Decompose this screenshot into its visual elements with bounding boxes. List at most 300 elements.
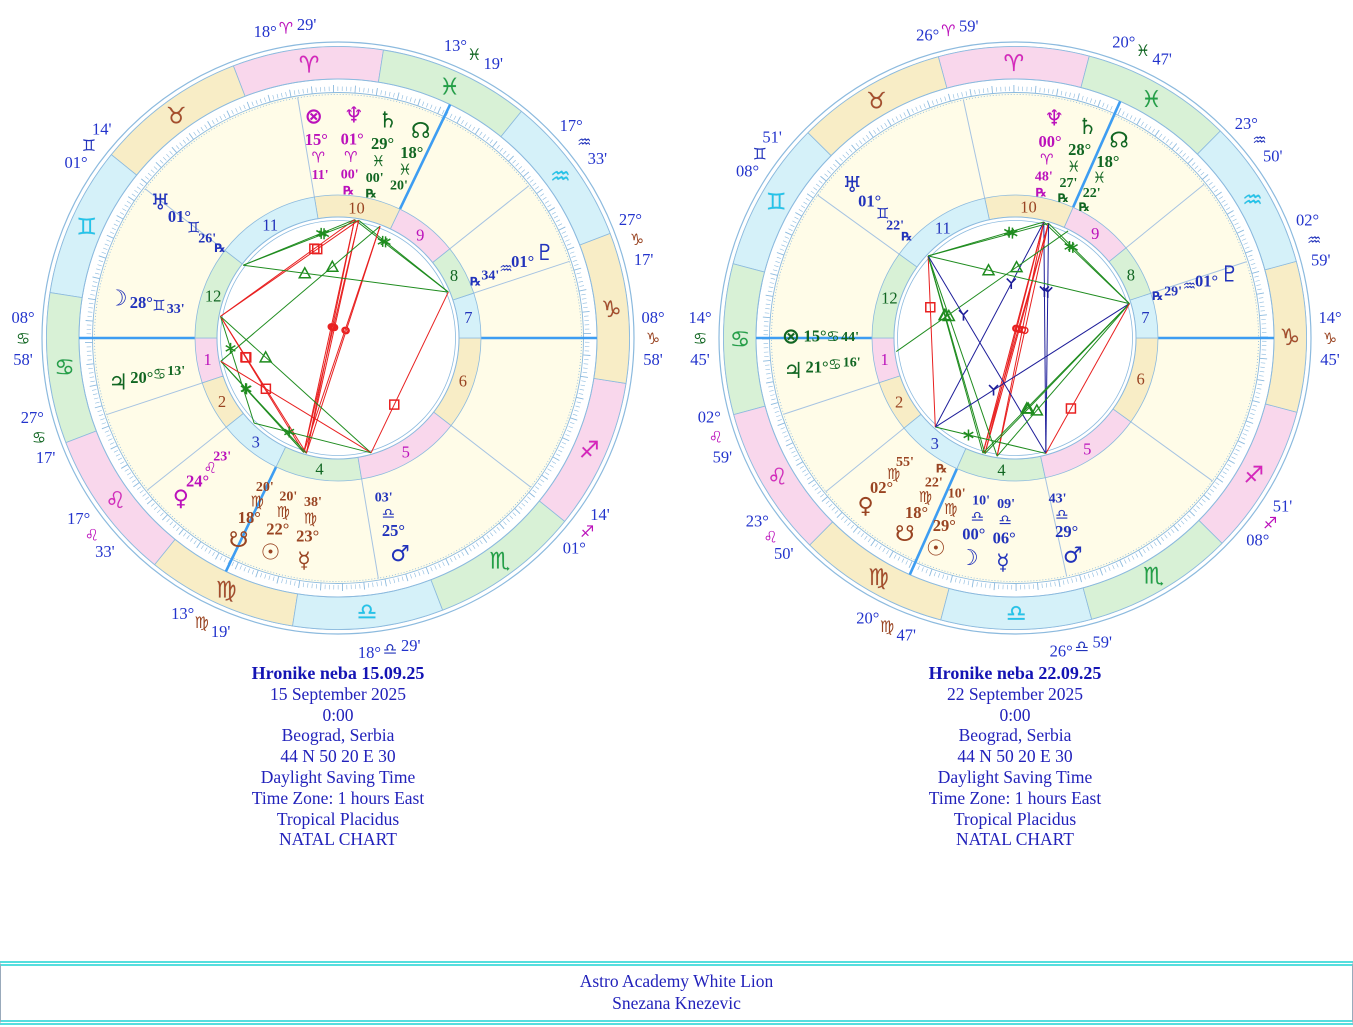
degree-tick: [1259, 302, 1263, 303]
degree-tick: [558, 224, 562, 226]
degree-tick: [562, 438, 569, 441]
degree-tick: [160, 513, 163, 516]
planet-venus-minutes: 23': [213, 449, 232, 465]
degree-tick: [500, 148, 503, 151]
degree-tick: [565, 434, 569, 436]
degree-tick: [506, 154, 509, 157]
degree-tick: [535, 187, 539, 190]
degree-tick: [1234, 453, 1238, 455]
degree-tick: [93, 282, 97, 283]
degree-tick: [141, 179, 147, 184]
degree-tick: [1124, 560, 1126, 564]
planet-venus-degree: 02°: [870, 478, 894, 498]
degree-tick: [1202, 499, 1205, 502]
scorpio-sign-icon: ♏: [489, 548, 511, 575]
planet-mars-sign-icon: ♎: [1055, 505, 1069, 524]
house-5-cusp-degree: 18°: [357, 643, 381, 660]
degree-tick: [968, 581, 969, 585]
degree-tick: [93, 394, 97, 395]
degree-tick: [1109, 567, 1111, 571]
degree-tick: [1236, 449, 1240, 451]
degree-tick: [410, 97, 411, 101]
house-number-10: 10: [348, 198, 365, 218]
planet-mercury-degree: 06°: [992, 528, 1016, 548]
degree-tick: [439, 564, 441, 568]
degree-tick: [530, 180, 533, 183]
degree-tick: [160, 160, 163, 163]
degree-tick: [1048, 89, 1049, 93]
degree-tick: [418, 99, 420, 106]
planet-venus-sign-icon: ♌: [203, 459, 217, 478]
degree-tick: [538, 483, 542, 486]
house-7-cusp-minutes: 45': [1320, 350, 1340, 369]
degree-tick: [294, 581, 295, 585]
degree-tick: [92, 389, 96, 390]
house-3-cusp-sign-icon: ♌: [84, 525, 99, 545]
degree-tick: [224, 114, 226, 118]
degree-tick: [807, 477, 811, 480]
planet-uranus-sign-icon: ♊: [186, 218, 201, 237]
degree-tick: [90, 381, 94, 382]
footer-banner: [0, 961, 1353, 1025]
degree-tick: [770, 274, 777, 276]
degree-tick: [172, 147, 177, 153]
degree-tick: [796, 459, 800, 461]
degree-tick: [574, 264, 578, 265]
degree-tick: [385, 579, 386, 586]
degree-tick: [91, 290, 95, 291]
house-number-5: 5: [401, 442, 410, 462]
degree-tick: [137, 487, 141, 490]
house-2-cusp-degree: 02°: [697, 407, 721, 427]
degree-tick: [768, 291, 772, 292]
planet-mercury-degree: 23°: [296, 526, 320, 546]
degree-tick: [1128, 558, 1130, 562]
degree-tick: [805, 473, 809, 475]
degree-tick: [813, 188, 817, 191]
planet-north-node-sign-icon: ♓: [1092, 168, 1107, 187]
planet-saturn-sign-icon: ♓: [371, 152, 386, 171]
degree-tick: [1201, 172, 1204, 175]
house-9-cusp-minutes: 50': [1263, 146, 1283, 166]
degree-tick: [811, 191, 815, 194]
chart1-chart-type: NATAL CHART: [279, 829, 397, 850]
degree-tick: [513, 513, 516, 516]
degree-tick: [791, 451, 795, 453]
degree-tick: [1202, 175, 1208, 180]
planet-south-node-degree: 18°: [237, 508, 261, 528]
house-12-cusp-degree: 08°: [735, 161, 760, 181]
degree-tick: [1141, 122, 1143, 126]
house-2-cusp-minutes: 59': [712, 447, 733, 467]
chart2-coordinates: 44 N 50 20 E 30: [957, 746, 1073, 767]
degree-tick: [822, 497, 828, 502]
degree-tick: [945, 97, 946, 101]
degree-tick: [127, 201, 131, 203]
planet-north-node-degree: 18°: [1096, 151, 1120, 171]
degree-tick: [1237, 445, 1241, 447]
degree-tick: [1246, 426, 1250, 428]
degree-tick: [1260, 306, 1264, 307]
house-12-cusp-degree: 01°: [64, 152, 88, 172]
degree-tick: [1244, 243, 1248, 245]
planet-north-node-sign-icon: ♓: [398, 160, 412, 179]
degree-tick: [1176, 147, 1179, 150]
degree-tick: [140, 490, 144, 493]
gemini-sign-icon: ♊: [765, 189, 787, 216]
degree-tick: [422, 102, 424, 106]
degree-tick: [88, 368, 92, 369]
degree-tick: [372, 89, 373, 93]
degree-tick: [473, 545, 475, 549]
degree-tick: [450, 114, 452, 118]
degree-tick: [1174, 525, 1179, 531]
house-number-6: 6: [458, 371, 468, 391]
degree-tick: [858, 531, 861, 535]
natal-chart-wheel-2: [677, 0, 1353, 660]
degree-tick: [886, 550, 888, 554]
virgo-sign-icon: ♍: [868, 564, 889, 591]
house-10-cusp-minutes: 47': [1152, 49, 1172, 69]
degree-tick: [110, 443, 114, 445]
degree-tick: [792, 221, 796, 223]
degree-tick: [774, 407, 778, 408]
degree-tick: [125, 205, 129, 207]
degree-tick: [145, 497, 148, 500]
planet-sun-minutes: 10': [947, 486, 966, 502]
degree-tick: [583, 368, 587, 369]
virgo-sign-icon: ♍: [215, 577, 237, 604]
house-10-cusp-sign-icon: ♓: [467, 45, 482, 65]
degree-tick: [1215, 482, 1219, 485]
house-number-4: 4: [997, 460, 1006, 480]
degree-tick: [1223, 472, 1227, 474]
house-number-4: 4: [315, 459, 324, 479]
degree-tick: [277, 576, 279, 583]
degree-tick: [503, 521, 506, 524]
degree-tick: [1252, 271, 1259, 273]
degree-tick: [574, 410, 578, 411]
degree-tick: [1126, 113, 1128, 117]
planet-mercury-icon: ☿: [297, 548, 311, 574]
degree-tick: [1161, 537, 1164, 541]
degree-tick: [515, 508, 520, 513]
degree-tick: [307, 583, 308, 587]
degree-tick: [552, 461, 556, 463]
degree-tick: [97, 265, 101, 266]
planet-fortuna-degree: 15°: [803, 326, 827, 346]
degree-tick: [1183, 153, 1186, 156]
degree-tick: [795, 212, 802, 216]
house-7-cusp-degree: 08°: [641, 308, 665, 327]
chart2-date: 22 September 2025: [946, 683, 1084, 704]
degree-tick: [1035, 86, 1036, 93]
degree-tick: [548, 208, 554, 212]
degree-tick: [1155, 130, 1159, 136]
degree-tick: [377, 582, 378, 586]
planet-south-node-minutes: 22': [924, 475, 943, 491]
degree-tick: [273, 95, 274, 99]
degree-tick: [824, 174, 827, 177]
degree-tick: [1192, 163, 1195, 166]
degree-tick: [157, 510, 160, 513]
chart1-coordinates: 44 N 50 20 E 30: [280, 746, 396, 767]
planet-mars-minutes: 03': [374, 490, 393, 506]
degree-tick: [190, 538, 193, 542]
planet-south-node-sign-icon: ♍: [918, 487, 933, 506]
degree-tick: [492, 141, 497, 147]
degree-tick: [487, 137, 490, 141]
taurus-sign-icon: ♉: [866, 88, 887, 115]
planet-jupiter-minutes: 13': [167, 364, 186, 380]
degree-tick: [789, 447, 793, 449]
degree-tick: [134, 190, 138, 193]
planet-mercury-minutes: 38': [304, 495, 322, 511]
degree-tick: [179, 529, 184, 535]
degree-tick: [513, 160, 516, 163]
degree-tick: [802, 470, 806, 472]
degree-tick: [570, 252, 574, 254]
degree-tick: [875, 543, 878, 547]
degree-tick: [1255, 280, 1259, 281]
degree-tick: [469, 125, 471, 129]
degree-tick: [125, 469, 129, 471]
chart1-time: 0:00: [322, 704, 354, 725]
planet-mars-icon: ♂: [1062, 543, 1083, 569]
house-number-8: 8: [1126, 265, 1135, 285]
degree-tick: [559, 227, 566, 230]
planet-south-node-icon: ☋: [228, 527, 249, 553]
chart2-chart-type: NATAL CHART: [956, 829, 1074, 850]
degree-tick: [816, 184, 820, 187]
degree-tick: [368, 583, 369, 587]
degree-tick: [434, 106, 436, 110]
degree-tick: [1231, 215, 1235, 217]
degree-tick: [402, 95, 403, 99]
degree-tick: [851, 525, 854, 528]
house-1-cusp-minutes: 58': [13, 350, 33, 369]
degree-tick: [558, 450, 562, 452]
degree-tick: [527, 176, 530, 179]
house-5-cusp-sign-icon: ♎: [1074, 636, 1089, 656]
degree-tick: [183, 533, 186, 537]
degree-tick: [130, 476, 134, 479]
chart2-house-system: Tropical Placidus: [953, 808, 1077, 829]
degree-tick: [938, 573, 939, 577]
degree-tick: [1252, 409, 1256, 410]
degree-tick: [1217, 478, 1223, 482]
planet-mars-sign-icon: ♎: [381, 504, 396, 523]
degree-tick: [943, 575, 944, 579]
house-7-cusp-sign-icon: ♑: [1322, 329, 1338, 348]
degree-tick: [922, 567, 924, 571]
degree-tick: [1186, 156, 1189, 159]
natal-chart-wheel-1: [0, 0, 676, 660]
house-5-cusp-minutes: 59': [1092, 632, 1113, 652]
planet-moon-sign-icon: ♎: [970, 507, 985, 526]
degree-tick: [398, 578, 399, 582]
degree-tick: [240, 565, 242, 569]
house-5-cusp-sign-icon: ♎: [382, 639, 398, 659]
degree-tick: [775, 411, 779, 412]
degree-tick: [180, 143, 183, 146]
degree-tick: [766, 369, 770, 370]
planet-uranus-sign-icon: ♊: [876, 204, 890, 223]
degree-tick: [205, 548, 207, 552]
degree-tick: [578, 277, 582, 278]
degree-tick: [269, 575, 270, 579]
degree-tick: [1214, 189, 1218, 192]
degree-tick: [900, 114, 902, 118]
degree-tick: [1232, 457, 1236, 459]
house-9-cusp-degree: 17°: [559, 116, 583, 136]
planet-mercury-sign-icon: ♍: [303, 509, 318, 528]
planet-uranus-minutes: 26': [198, 231, 217, 247]
planet-venus-degree: 24°: [186, 471, 210, 491]
leo-sign-icon: ♌: [767, 464, 788, 491]
degree-tick: [170, 151, 173, 154]
house-8-cusp-sign-icon: ♑: [629, 230, 645, 250]
degree-tick: [170, 522, 173, 525]
degree-tick: [248, 569, 250, 573]
degree-tick: [1257, 388, 1261, 389]
degree-tick: [583, 307, 587, 308]
degree-tick: [1212, 186, 1216, 189]
planet-moon-icon: ☽: [958, 546, 979, 572]
degree-tick: [1070, 93, 1071, 97]
house-2-cusp-minutes: 17': [35, 447, 56, 467]
degree-tick: [570, 418, 577, 420]
degree-tick: [564, 236, 568, 238]
degree-tick: [579, 393, 583, 394]
degree-tick: [240, 107, 242, 111]
house-number-9: 9: [416, 225, 425, 245]
degree-tick: [1137, 118, 1141, 125]
degree-tick: [1105, 568, 1107, 572]
house-11-cusp-minutes: 59': [959, 16, 979, 36]
degree-tick: [832, 507, 835, 510]
degree-tick: [835, 510, 838, 513]
sagittarius-sign-icon: ♐: [1243, 462, 1265, 489]
degree-tick: [507, 519, 510, 522]
degree-tick: [1096, 571, 1097, 575]
degree-tick: [494, 530, 497, 533]
planet-jupiter-sign-icon: ♋: [152, 365, 167, 384]
planet-moon-degree: 28°: [129, 292, 153, 312]
planet-uranus-degree: 01°: [167, 207, 191, 227]
degree-tick: [299, 580, 300, 587]
degree-tick: [575, 406, 579, 407]
degree-tick: [406, 574, 408, 581]
degree-tick: [835, 160, 840, 165]
planet-fortuna-minutes: 11': [311, 167, 329, 183]
degree-tick: [173, 525, 176, 528]
degree-tick: [107, 235, 114, 238]
degree-tick: [1082, 96, 1083, 100]
degree-tick: [469, 547, 471, 551]
planet-neptune-minutes: 00': [340, 167, 359, 183]
degree-tick: [1044, 88, 1045, 92]
degree-tick: [777, 253, 784, 256]
degree-tick: [820, 176, 826, 181]
house-1-cusp-degree: 08°: [11, 308, 35, 327]
degree-tick: [244, 105, 246, 109]
degree-tick: [107, 435, 111, 437]
planet-sun-sign-icon: ♍: [943, 499, 958, 518]
degree-tick: [934, 572, 935, 576]
house-12-cusp-minutes: 14': [91, 119, 112, 139]
house-1-cusp-degree: 14°: [688, 308, 712, 327]
degree-tick: [580, 385, 584, 386]
degree-tick: [1084, 575, 1085, 579]
degree-tick: [446, 559, 449, 566]
degree-tick: [866, 135, 869, 139]
degree-tick: [499, 523, 504, 529]
degree-tick: [497, 145, 500, 148]
degree-tick: [533, 183, 537, 186]
degree-tick: [1260, 371, 1264, 372]
degree-tick: [1139, 550, 1143, 556]
aquarius-sign-icon: ♒: [1242, 187, 1263, 214]
degree-tick: [1134, 118, 1136, 122]
degree-tick: [542, 475, 548, 479]
degree-tick: [102, 252, 106, 254]
degree-tick: [940, 98, 941, 102]
degree-tick: [521, 170, 524, 173]
degree-tick: [1258, 384, 1262, 385]
degree-tick: [927, 101, 930, 108]
degree-tick: [364, 582, 365, 589]
house-9-cusp-sign-icon: ♒: [577, 132, 592, 152]
degree-tick: [189, 133, 193, 139]
degree-tick: [567, 244, 571, 246]
planet-mercury-icon: ☿: [996, 550, 1010, 576]
planet-pluto-degree: 01°: [511, 252, 535, 272]
degree-tick: [205, 125, 207, 129]
degree-tick: [819, 181, 823, 184]
house-number-12: 12: [204, 286, 222, 306]
degree-tick: [1208, 493, 1212, 496]
degree-tick: [865, 536, 868, 540]
degree-tick: [431, 567, 433, 571]
degree-tick: [871, 540, 875, 546]
degree-tick: [236, 108, 238, 112]
degree-tick: [583, 355, 590, 356]
degree-tick: [552, 212, 556, 214]
degree-tick: [1116, 563, 1118, 567]
degree-tick: [247, 102, 250, 109]
degree-tick: [127, 473, 131, 475]
degree-tick: [1256, 393, 1260, 394]
degree-tick: [458, 554, 460, 558]
degree-tick: [994, 583, 995, 590]
house-12-cusp-minutes: 51': [762, 127, 782, 147]
degree-tick: [281, 93, 282, 97]
degree-tick: [99, 260, 103, 261]
degree-tick: [187, 137, 190, 141]
planet-saturn-minutes: 27': [1059, 175, 1078, 191]
degree-tick: [778, 423, 785, 426]
planet-sun-minutes: 20': [279, 489, 298, 505]
degree-tick: [1246, 421, 1253, 424]
degree-tick: [103, 248, 107, 250]
degree-tick: [118, 458, 122, 460]
degree-tick: [783, 241, 787, 243]
house-5-cusp-degree: 26°: [1049, 641, 1073, 660]
degree-tick: [1037, 582, 1038, 589]
degree-tick: [793, 455, 797, 457]
degree-tick: [936, 99, 937, 103]
